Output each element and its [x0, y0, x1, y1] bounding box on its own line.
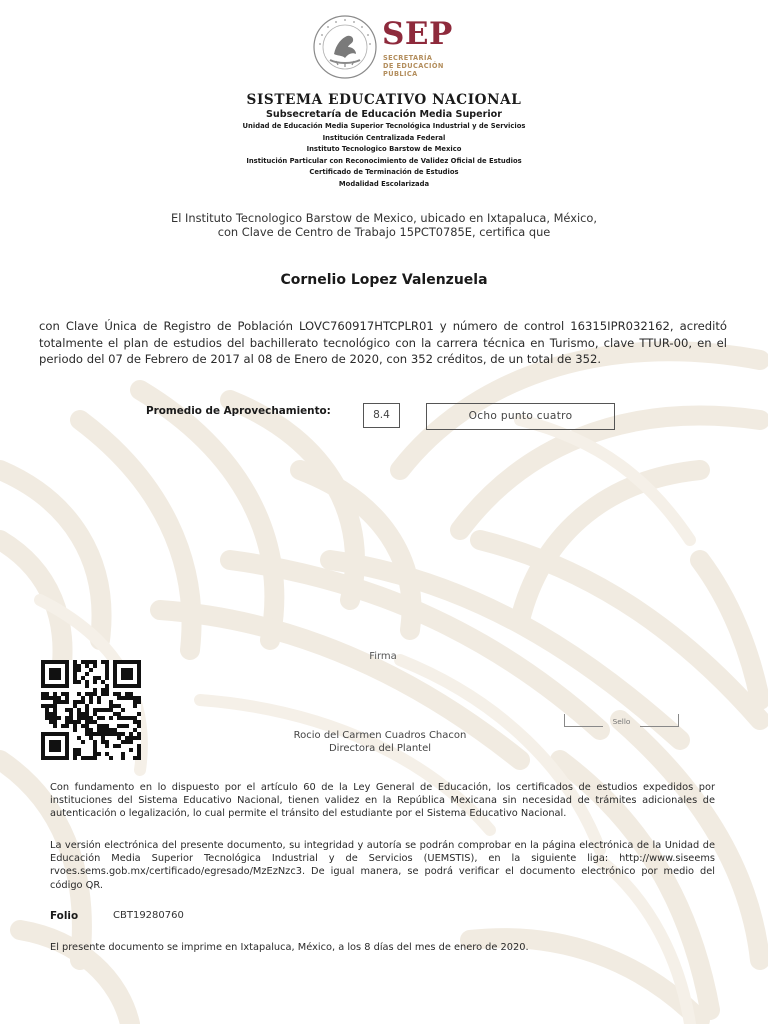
- legal-paragraph: Con fundamento en lo dispuesto por el artículo 60 de la Ley General de Educación, los certificados de estudios expedidos por instituciones del Sistema Educativo Nacional, tienen validez en la República Mexicana sin necesidad de trámites adicionales de autenticación o legalización, lo cual permite el tránsito del estudiante por el Sistema Educativo Nacional.: [50, 782, 715, 820]
- mexican-coat-of-arms-icon: [312, 14, 378, 80]
- header-line: Institución Particular con Reconocimiento de Validez Oficial de Estudios: [246, 156, 522, 165]
- sep-sub-line: SECRETARÍA: [383, 54, 433, 62]
- header-line: Unidad de Educación Media Superior Tecnológica Industrial y de Servicios: [242, 122, 526, 130]
- header-line: Modalidad Escolarizada: [338, 179, 430, 188]
- document-header: [0, 92, 768, 191]
- subsecretaria-title: Subsecretaría de Educación Media Superior: [266, 109, 502, 120]
- signer-block: [240, 730, 520, 755]
- sep-sub-line: PÚBLICA: [383, 70, 418, 78]
- folio-label: Folio: [50, 910, 79, 922]
- print-location-note: El presente documento se imprime en Ixtapaluca, México, a los 8 días del mes de enero de 2020.: [50, 942, 529, 953]
- sep-logo: [312, 14, 462, 84]
- sep-sub-line: DE EDUCACIÓN: [383, 62, 444, 70]
- header-line: Institución Centralizada Federal: [322, 133, 446, 142]
- student-name: Cornelio Lopez Valenzuela: [280, 272, 488, 288]
- header-line: Instituto Tecnologico Barstow de Mexico: [306, 145, 462, 154]
- qr-code[interactable]: [41, 660, 141, 760]
- certification-body: con Clave Única de Registro de Población LOVC760917HTCPLR01 y número de control 16315IPR032162, acreditó totalmente el plan de estudios del bachillerato tecnológico con la carrera técnica en Turismo, clave TTUR-00, en el periodo del 07 de Febrero de 2017 al 08 de Enero de 2020, con 352 créditos, de un total de 352.: [39, 319, 727, 366]
- average-label: Promedio de Aprovechamiento:: [146, 405, 331, 417]
- signature-label: Firma: [369, 651, 397, 662]
- sep-subtitle: [383, 54, 444, 78]
- average-words-box: Ocho punto cuatro: [426, 403, 615, 430]
- certification-intro: [0, 211, 768, 239]
- header-line: Certificado de Terminación de Estudios: [309, 168, 459, 177]
- seal-placeholder: [564, 713, 679, 727]
- system-title: SISTEMA EDUCATIVO NACIONAL: [246, 92, 522, 108]
- verification-paragraph: La versión electrónica del presente documento, su integridad y autoría se podrán comprobar en la página electrónica de la Unidad de Educación Media Superior Tecnológica Industrial y de Servicios (UEMSTIS), en la siguiente liga: http://www.siseems rvoes.sems.gob.mx/certificado/egresado/MzEzNzc3. De igual manera, se podrá verificar el documento electrónico por medio del código QR.: [50, 840, 715, 891]
- average-value-box: 8.4: [363, 403, 400, 428]
- folio-value: CBT19280760: [113, 910, 184, 921]
- signer-title: Directora del Plantel: [328, 742, 432, 754]
- sep-brand-text: SEP: [382, 16, 453, 52]
- signer-name: Rocio del Carmen Cuadros Chacon: [293, 730, 467, 741]
- seal-label: Sello: [612, 717, 631, 726]
- intro-line: con Clave de Centro de Trabajo 15PCT0785E, certifica que: [217, 225, 551, 239]
- intro-line: El Instituto Tecnologico Barstow de Mexico, ubicado en Ixtapaluca, México,: [171, 211, 597, 225]
